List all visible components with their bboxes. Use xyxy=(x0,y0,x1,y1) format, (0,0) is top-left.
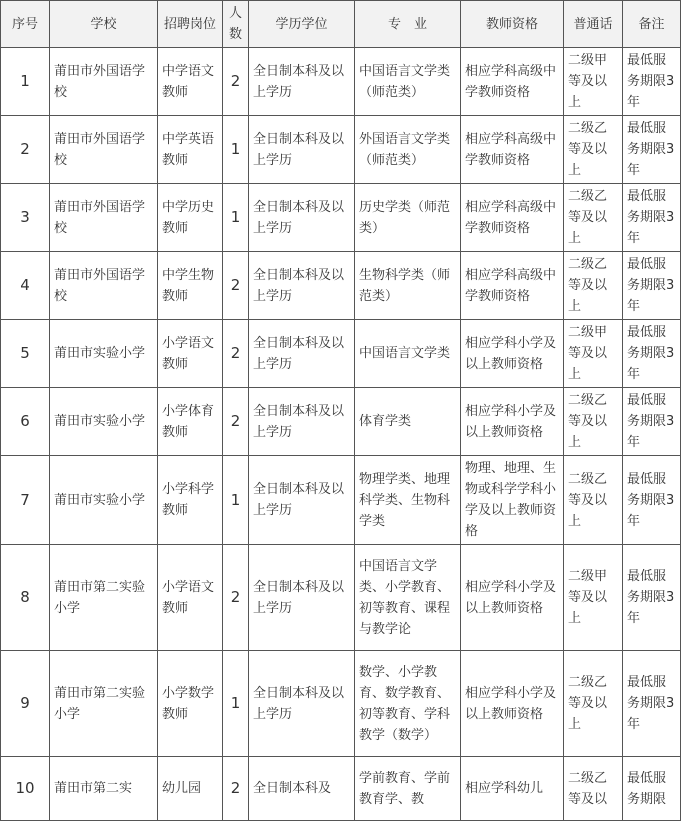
row-index: 3 xyxy=(1,184,50,252)
row-index: 8 xyxy=(1,545,50,651)
certificate-cell: 相应学科幼儿 xyxy=(461,757,564,821)
note-cell: 最低服务期限3年 xyxy=(623,320,681,388)
school-cell: 莆田市外国语学校 xyxy=(50,48,158,116)
education-cell: 全日制本科及以上学历 xyxy=(249,320,355,388)
certificate-cell: 相应学科小学及以上教师资格 xyxy=(461,388,564,456)
school-cell: 莆田市外国语学校 xyxy=(50,184,158,252)
certificate-cell: 相应学科高级中学教师资格 xyxy=(461,116,564,184)
mandarin-cell: 二级乙等及以 xyxy=(564,757,623,821)
school-cell: 莆田市外国语学校 xyxy=(50,252,158,320)
header-note: 备注 xyxy=(623,1,681,48)
table-row xyxy=(1,116,681,184)
education-cell: 全日制本科及 xyxy=(249,757,355,821)
position-cell: 中学历史教师 xyxy=(158,184,223,252)
header-certificate: 教师资格 xyxy=(461,1,564,48)
table-row xyxy=(1,545,681,651)
count-cell: 2 xyxy=(223,48,249,116)
header-education: 学历学位 xyxy=(249,1,355,48)
major-cell: 学前教育、学前教育学、教 xyxy=(355,757,461,821)
position-cell: 中学英语教师 xyxy=(158,116,223,184)
major-cell: 体育学类 xyxy=(355,388,461,456)
row-index: 4 xyxy=(1,252,50,320)
school-cell: 莆田市第二实 xyxy=(50,757,158,821)
count-cell: 2 xyxy=(223,320,249,388)
note-cell: 最低服务期限 xyxy=(623,757,681,821)
position-cell: 幼儿园 xyxy=(158,757,223,821)
row-index: 9 xyxy=(1,651,50,757)
mandarin-cell: 二级乙等及以上 xyxy=(564,252,623,320)
certificate-cell: 相应学科高级中学教师资格 xyxy=(461,48,564,116)
position-cell: 中学生物教师 xyxy=(158,252,223,320)
table-row xyxy=(1,388,681,456)
education-cell: 全日制本科及以上学历 xyxy=(249,456,355,545)
table-row xyxy=(1,320,681,388)
table-row xyxy=(1,252,681,320)
header-index: 序号 xyxy=(1,1,50,48)
certificate-cell: 物理、地理、生物或科学学科小学及以上教师资格 xyxy=(461,456,564,545)
certificate-cell: 相应学科小学及以上教师资格 xyxy=(461,545,564,651)
table-row xyxy=(1,184,681,252)
education-cell: 全日制本科及以上学历 xyxy=(249,48,355,116)
position-cell: 小学语文教师 xyxy=(158,545,223,651)
header-major: 专 业 xyxy=(355,1,461,48)
count-cell: 1 xyxy=(223,184,249,252)
note-cell: 最低服务期限3年 xyxy=(623,545,681,651)
major-cell: 中国语言文学类（师范类） xyxy=(355,48,461,116)
mandarin-cell: 二级乙等及以上 xyxy=(564,651,623,757)
table-row xyxy=(1,48,681,116)
school-cell: 莆田市外国语学校 xyxy=(50,116,158,184)
position-cell: 小学科学教师 xyxy=(158,456,223,545)
school-cell: 莆田市实验小学 xyxy=(50,456,158,545)
education-cell: 全日制本科及以上学历 xyxy=(249,184,355,252)
position-cell: 小学数学教师 xyxy=(158,651,223,757)
major-cell: 历史学类（师范类） xyxy=(355,184,461,252)
major-cell: 数学、小学教育、数学教育、初等教育、学科教学（数学） xyxy=(355,651,461,757)
note-cell: 最低服务期限3年 xyxy=(623,184,681,252)
mandarin-cell: 二级乙等及以上 xyxy=(564,388,623,456)
mandarin-cell: 二级乙等及以上 xyxy=(564,184,623,252)
school-cell: 莆田市第二实验小学 xyxy=(50,651,158,757)
position-cell: 小学语文教师 xyxy=(158,320,223,388)
row-index: 2 xyxy=(1,116,50,184)
header-row xyxy=(1,1,681,48)
major-cell: 生物科学类（师范类） xyxy=(355,252,461,320)
mandarin-cell: 二级甲等及以上 xyxy=(564,48,623,116)
major-cell: 中国语言文学类 xyxy=(355,320,461,388)
note-cell: 最低服务期限3年 xyxy=(623,651,681,757)
education-cell: 全日制本科及以上学历 xyxy=(249,651,355,757)
position-cell: 中学语文教师 xyxy=(158,48,223,116)
row-index: 7 xyxy=(1,456,50,545)
mandarin-cell: 二级乙等及以上 xyxy=(564,116,623,184)
count-cell: 2 xyxy=(223,757,249,821)
certificate-cell: 相应学科高级中学教师资格 xyxy=(461,184,564,252)
major-cell: 物理学类、地理科学类、生物科学类 xyxy=(355,456,461,545)
header-count: 人数 xyxy=(223,1,249,48)
education-cell: 全日制本科及以上学历 xyxy=(249,252,355,320)
certificate-cell: 相应学科小学及以上教师资格 xyxy=(461,320,564,388)
row-index: 10 xyxy=(1,757,50,821)
row-index: 1 xyxy=(1,48,50,116)
count-cell: 1 xyxy=(223,651,249,757)
count-cell: 1 xyxy=(223,456,249,545)
note-cell: 最低服务期限3年 xyxy=(623,48,681,116)
count-cell: 2 xyxy=(223,388,249,456)
major-cell: 中国语言文学类、小学教育、初等教育、课程与教学论 xyxy=(355,545,461,651)
note-cell: 最低服务期限3年 xyxy=(623,456,681,545)
education-cell: 全日制本科及以上学历 xyxy=(249,388,355,456)
header-position: 招聘岗位 xyxy=(158,1,223,48)
education-cell: 全日制本科及以上学历 xyxy=(249,545,355,651)
mandarin-cell: 二级乙等及以上 xyxy=(564,456,623,545)
table-row xyxy=(1,651,681,757)
count-cell: 2 xyxy=(223,545,249,651)
note-cell: 最低服务期限3年 xyxy=(623,252,681,320)
header-mandarin: 普通话 xyxy=(564,1,623,48)
position-cell: 小学体育教师 xyxy=(158,388,223,456)
major-cell: 外国语言文学类（师范类） xyxy=(355,116,461,184)
note-cell: 最低服务期限3年 xyxy=(623,116,681,184)
school-cell: 莆田市实验小学 xyxy=(50,388,158,456)
mandarin-cell: 二级甲等及以上 xyxy=(564,320,623,388)
header-school: 学校 xyxy=(50,1,158,48)
certificate-cell: 相应学科高级中学教师资格 xyxy=(461,252,564,320)
count-cell: 2 xyxy=(223,252,249,320)
mandarin-cell: 二级甲等及以上 xyxy=(564,545,623,651)
table-row xyxy=(1,456,681,545)
row-index: 5 xyxy=(1,320,50,388)
school-cell: 莆田市实验小学 xyxy=(50,320,158,388)
count-cell: 1 xyxy=(223,116,249,184)
table-row xyxy=(1,757,681,821)
row-index: 6 xyxy=(1,388,50,456)
note-cell: 最低服务期限3年 xyxy=(623,388,681,456)
school-cell: 莆田市第二实验小学 xyxy=(50,545,158,651)
education-cell: 全日制本科及以上学历 xyxy=(249,116,355,184)
certificate-cell: 相应学科小学及以上教师资格 xyxy=(461,651,564,757)
